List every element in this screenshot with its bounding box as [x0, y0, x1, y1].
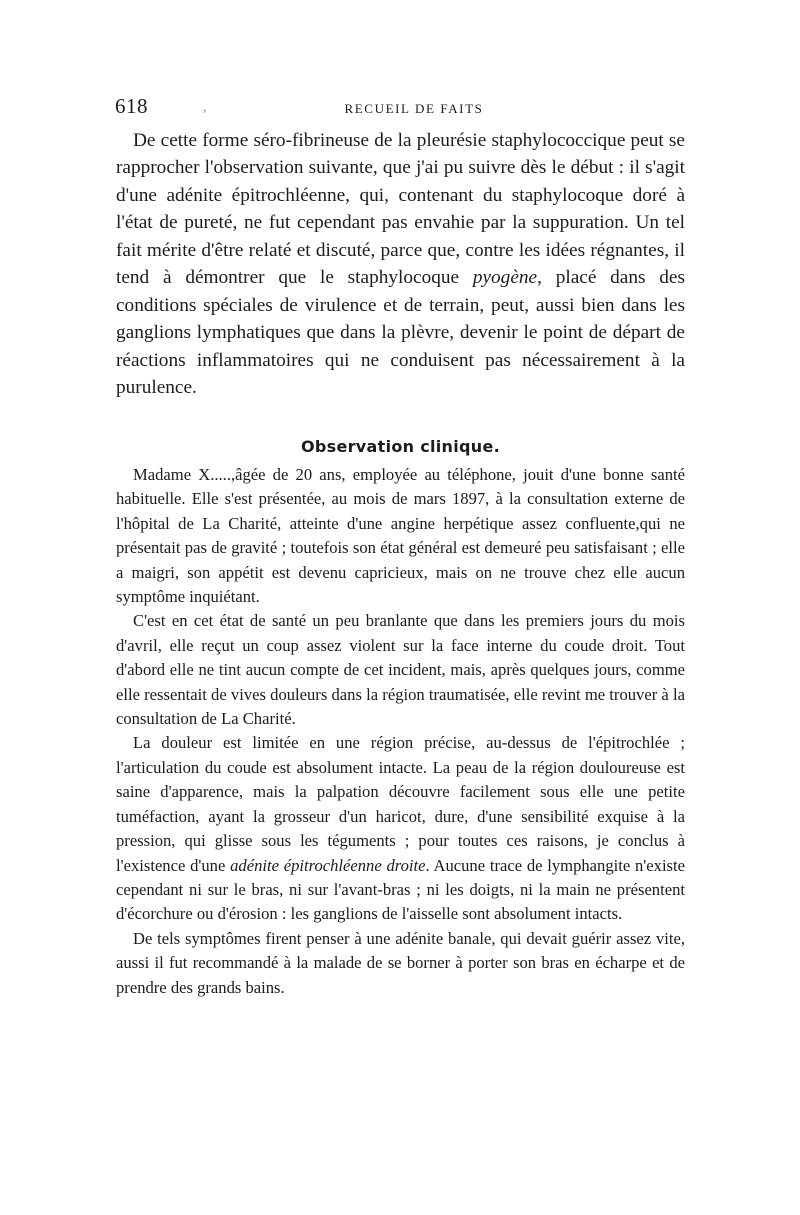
running-title: RECUEIL DE FAITS: [344, 101, 484, 116]
observation-section: [116, 463, 685, 1000]
page-header: [115, 94, 685, 124]
page-number: 618: [115, 94, 148, 118]
observation-paragraph-2: C'est en cet état de santé un peu branlante que dans les premiers jours du mois d'avril, elle reçut un coup assez violent sur la face interne du coude droit. Tout d'abord elle ne tint aucun compte de cet incident, mais, après quelques jours, comme elle ressentait de vives douleurs dans la région traumatisée, elle revint me trouver à la consultation de La Charité.: [116, 611, 685, 729]
intro-paragraph: De cette forme séro-fibrineuse de la pleurésie staphylococcique peut se rapprocher l'observation suivante, que j'ai pu suivre dès le début : il s'agit d'une adénite épitrochléenne, qui, contenant du staphylocoque doré à l'état de pureté, ne fut cependant pas envahie par la suppuration. Un tel fait mérite d'être relaté et discuté, parce que, contre les idées régnantes, il tend à démontrer que le staphylocoque pyogène, placé dans des conditions spéciales de virulence et de terrain, peut, aussi bien dans les ganglions lymphatiques que dans la plèvre, devenir le point de départ de réactions inflammatoires qui ne conduisent pas nécessairement à la purulence.: [116, 130, 685, 399]
intro-section: [116, 127, 685, 402]
observation-paragraph-4: De tels symptômes firent penser à une adénite banale, qui devait guérir assez vite, aussi il fut recommandé à la malade de se borner à porter son bras en écharpe et de prendre des grands bains.: [116, 928, 685, 997]
emphasis: pyogène: [472, 267, 538, 289]
emphasis: adénite épitrochléenne droite: [230, 855, 426, 875]
print-mark: ,: [203, 100, 207, 115]
observation-paragraph-3: La douleur est limitée en une région précise, au-dessus de l'épitrochlée ; l'articulation du coude est absolument intacte. La peau de la région douloureuse est saine d'apparence, mais la palpation découvre facilement sous elle une petite tuméfaction, ayant la grosseur d'un haricot, dure, d'une sensibilité exquise à la pression, qui glisse sous les téguments ; pour toutes ces raisons, je conclus à l'existence d'une adénite épitrochléenne droite. Aucune trace de lymphangite n'existe cependant ni sur le bras, ni sur l'avant-bras ; ni les doigts, ni la main ne présentent d'écorchure ou d'érosion : les ganglions de l'aisselle sont absolument intacts.: [116, 733, 685, 924]
observation-paragraph-1: Madame X.....,âgée de 20 ans, employée au téléphone, jouit d'une bonne santé habituelle. Elle s'est présentée, au mois de mars 1897, à la consultation externe de l'hôpital de La Charité, atteinte d'une angine herpétique assez confluente,qui ne présentait pas de gravité ; toutefois son état général est demeuré peu satisfaisant ; elle a maigri, son appétit est devenu capricieux, mais on ne trouve chez elle aucun symptôme inquiétant.: [116, 465, 685, 607]
section-heading: Observation clinique.: [300, 437, 501, 456]
